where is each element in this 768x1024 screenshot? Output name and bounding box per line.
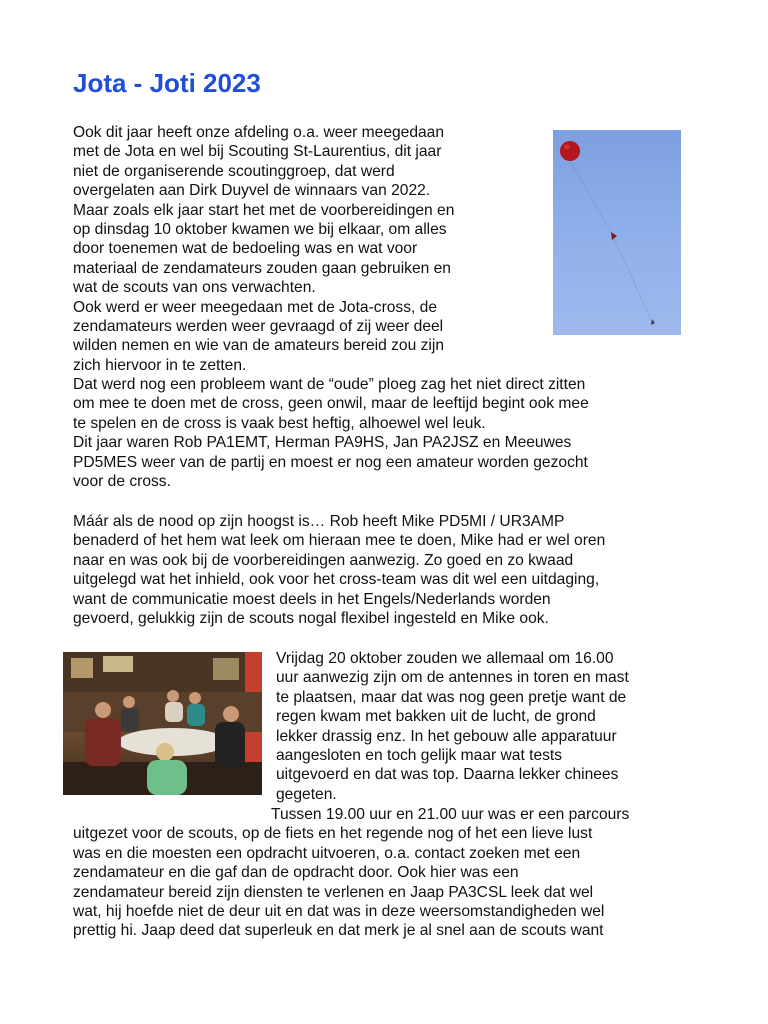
person-head xyxy=(189,692,201,704)
text-line: Ook dit jaar heeft onze afdeling o.a. weer meegedaan xyxy=(73,124,445,141)
balloon-highlight xyxy=(564,145,570,150)
text-line: PD5MES weer van de partij en moest er nog een amateur worden gezocht xyxy=(73,453,588,471)
person-body xyxy=(147,760,187,795)
text-line: overgelaten aan Dirk Duyvel de winnaars van 2022. xyxy=(73,182,431,200)
text-line: zendamateur en die gaf dan de opdracht door. Ook hier was een xyxy=(73,864,519,882)
text-line: uitgelegd wat het inhield, ook voor het cross-team was dit wel een uitdaging, xyxy=(73,571,600,589)
text-line: was en die moesten een opdracht uitvoeren, o.a. contact zoeken met een xyxy=(73,844,581,862)
text-line: materiaal de zendamateurs zouden gaan gebruiken en xyxy=(73,259,451,277)
text-line: op dinsdag 10 oktober kwamen we bij elkaar, om alles xyxy=(73,220,447,238)
person-body xyxy=(85,718,121,766)
person-body xyxy=(215,722,245,768)
wall-poster xyxy=(103,656,133,672)
person-head xyxy=(95,702,111,718)
text-line: voor de cross. xyxy=(73,473,171,491)
kite-string xyxy=(614,238,653,324)
text-line: zich hiervoor in te zetten. xyxy=(73,356,247,374)
paragraph-mike xyxy=(73,512,605,628)
text-line: uur aanwezig zijn om de antennes in toren en mast xyxy=(276,669,629,687)
text-line: wat, hij hoefde niet de deur uit en dat was in deze weersomstandigheden wel xyxy=(73,902,605,920)
text-line: Máár als de nood op zijn hoogst is… Rob heeft Mike PD5MI / UR3AMP xyxy=(73,513,565,530)
paragraph-friday xyxy=(276,649,629,804)
person-head xyxy=(223,706,239,722)
group-dinner-photo xyxy=(63,652,262,795)
text-line: lekker drassig enz. In het gebouw alle apparatuur xyxy=(276,727,617,745)
text-line: gevoerd, gelukkig zijn de scouts nogal flexibel ingesteld en Mike ook. xyxy=(73,609,549,627)
text-line: regen kwam met bakken uit de lucht, de grond xyxy=(276,708,596,726)
text-line: Dit jaar waren Rob PA1EMT, Herman PA9HS, Jan PA2JSZ en Meeuwes xyxy=(73,434,572,452)
text-line: Vrijdag 20 oktober zouden we allemaal om 16.00 xyxy=(276,650,614,667)
paragraph-parcours xyxy=(73,805,629,941)
text-line: zendamateurs werden weer gevraagd of zij weer deel xyxy=(73,317,444,335)
text-line: Tussen 19.00 uur en 21.00 uur was er een parcours xyxy=(271,806,630,823)
person-body xyxy=(165,702,183,722)
text-line: wilden nemen en wie van de amateurs bereid zou zijn xyxy=(73,337,444,355)
person-head xyxy=(123,696,135,708)
person-body xyxy=(121,708,139,732)
text-line: Ook werd er weer meegedaan met de Jota-cross, de xyxy=(73,298,438,316)
group-photo-drawing xyxy=(63,652,262,795)
text-line: te plaatsen, maar dat was nog geen pretje want de xyxy=(276,688,627,706)
text-line: uitgezet voor de scouts, op de fiets en het regende nog of het een lieve lust xyxy=(73,825,593,843)
intro-paragraph xyxy=(73,123,589,491)
page-title: Jota - Joti 2023 xyxy=(73,68,261,98)
text-line: Dat werd nog een probleem want de “oude” ploeg zag het niet direct zitten xyxy=(73,376,586,394)
text-line: met de Jota en wel bij Scouting St-Laurentius, dit jaar xyxy=(73,143,442,161)
red-kite xyxy=(611,232,617,240)
text-line: zendamateur bereid zijn diensten te verlenen en Jaap PA3CSL leek dat wel xyxy=(73,883,594,901)
small-object xyxy=(651,319,655,325)
balloon-string xyxy=(570,161,613,235)
text-line: naar en was ook bij de voorbereidingen aanwezig. Zo goed en zo kwaad xyxy=(73,551,574,569)
text-line: door toenemen wat de bedoeling was en wat voor xyxy=(73,240,418,258)
wall-poster xyxy=(213,658,239,680)
text-line: om mee te doen met de cross, geen onwil, maar de leeftijd begint ook mee xyxy=(73,395,589,413)
person-body xyxy=(187,704,205,726)
text-line: Maar zoals elk jaar start het met de voorbereidingen en xyxy=(73,201,455,219)
text-line: uitgevoerd en dat was top. Daarna lekker chinees xyxy=(276,766,619,784)
balloon-photo xyxy=(553,130,681,335)
text-line: gegeten. xyxy=(276,785,337,803)
text-line: benaderd of het hem wat leek om hieraan mee te doen, Mike had er wel oren xyxy=(73,532,606,550)
wall-poster xyxy=(71,658,93,678)
text-line: aangesloten en toch gelijk maar wat tests xyxy=(276,746,563,764)
person-head xyxy=(167,690,179,702)
text-line: wat de scouts van ons verwachten. xyxy=(73,279,316,297)
person-head xyxy=(156,743,174,761)
text-line: prettig hi. Jaap deed dat superleuk en dat merk je al snel aan de scouts want xyxy=(73,922,604,940)
text-line: te spelen en de cross is vaak best heftig, alhoewel wel leuk. xyxy=(73,414,486,432)
balloon-photo-drawing xyxy=(553,130,681,335)
text-line: niet de organiserende scoutinggroep, dat werd xyxy=(73,162,395,180)
text-line: want de communicatie moest deels in het Engels/Nederlands worden xyxy=(73,590,551,608)
red-balloon xyxy=(560,141,580,161)
